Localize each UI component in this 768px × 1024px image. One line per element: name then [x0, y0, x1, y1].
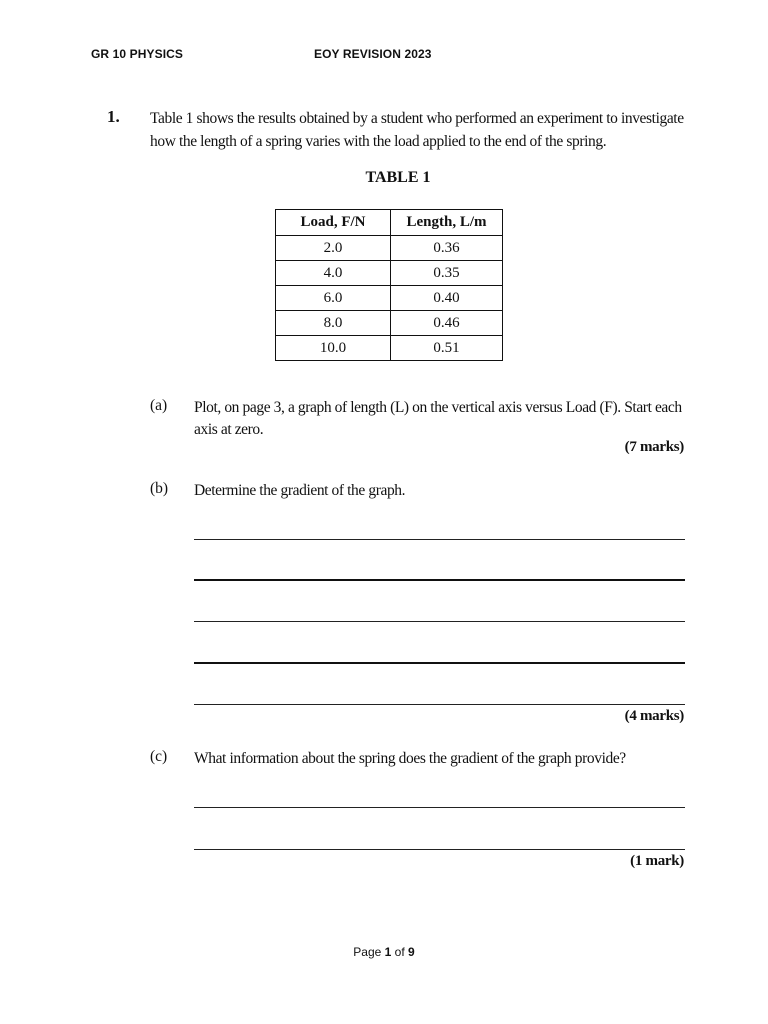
table-header-row: [276, 210, 503, 236]
table-cell-length: 0.51: [391, 336, 503, 361]
table-cell-length: 0.35: [391, 261, 503, 286]
header-subject: GR 10 PHYSICS: [91, 47, 183, 61]
page-number-current: 1: [384, 945, 392, 959]
table-cell-load: 8.0: [276, 311, 391, 336]
results-table: [275, 209, 503, 361]
table-row: [276, 311, 503, 336]
answer-line[interactable]: [194, 849, 685, 850]
part-a-marks: (7 marks): [624, 439, 684, 455]
question-intro: Table 1 shows the results obtained by a student who performed an experiment to investigate how the length of a spring varies with the load applied to the end of the spring.: [150, 110, 684, 150]
table-header-load: Load, F/N: [276, 210, 391, 236]
part-b-text: Determine the gradient of the graph.: [194, 482, 406, 499]
page-number-of: of: [391, 945, 409, 959]
table-cell-length: 0.40: [391, 286, 503, 311]
table-row: [276, 236, 503, 261]
table-row: [276, 336, 503, 361]
table-cell-length: 0.36: [391, 236, 503, 261]
table-title: TABLE 1: [365, 169, 431, 186]
part-c-marks: (1 mark): [630, 853, 684, 869]
part-c-label: (c): [150, 748, 168, 765]
part-a-text: Plot, on page 3, a graph of length (L) on the vertical axis versus Load (F). Start each axis at zero.: [194, 399, 682, 438]
part-b-marks: (4 marks): [624, 708, 684, 724]
header-exam-title: EOY REVISION 2023: [314, 47, 432, 61]
page-number-total: 9: [408, 945, 415, 959]
table-cell-load: 4.0: [276, 261, 391, 286]
answer-line[interactable]: [194, 579, 685, 581]
table-cell-load: 10.0: [276, 336, 391, 361]
table-cell-load: 2.0: [276, 236, 391, 261]
part-b-label: (b): [150, 480, 169, 497]
answer-line[interactable]: [194, 621, 685, 622]
answer-line[interactable]: [194, 662, 685, 664]
table-row: [276, 261, 503, 286]
answer-line[interactable]: [194, 807, 685, 808]
page-number-prefix: Page: [353, 945, 385, 959]
table-cell-load: 6.0: [276, 286, 391, 311]
answer-line[interactable]: [194, 704, 685, 705]
table-row: [276, 286, 503, 311]
part-a-label: (a): [150, 397, 168, 414]
table-header-length: Length, L/m: [391, 210, 503, 236]
page-footer: [0, 945, 768, 959]
question-number: 1.: [107, 107, 120, 126]
part-c-text: What information about the spring does the gradient of the graph provide?: [194, 750, 626, 767]
answer-line[interactable]: [194, 539, 685, 540]
table-cell-length: 0.46: [391, 311, 503, 336]
